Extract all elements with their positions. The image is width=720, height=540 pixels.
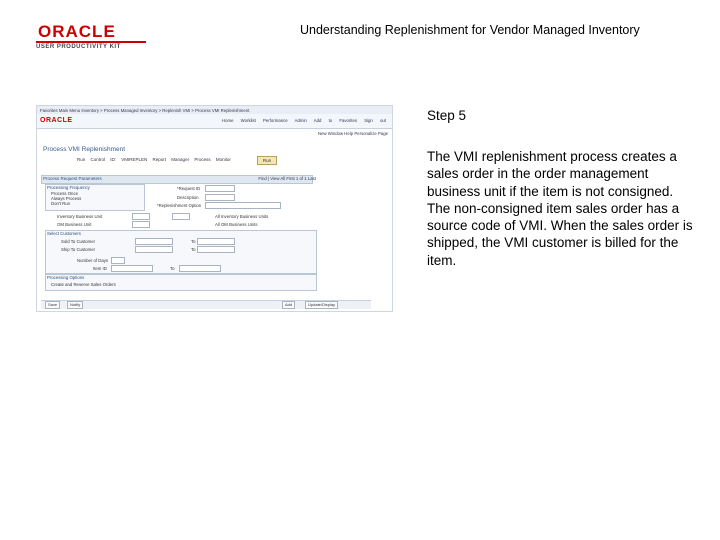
thumb-nav-links[interactable]: Home Worklist Performance Admin Add to Favorites Sign out bbox=[222, 118, 386, 123]
thumb-page-links[interactable]: New Window Help Personalize Page bbox=[318, 131, 388, 136]
thumb-description-label: Description bbox=[177, 195, 199, 200]
thumb-inventory-bu-label: Inventory Business Unit bbox=[57, 214, 103, 219]
step-label: Step 5 bbox=[427, 108, 467, 123]
thumb-item-id-to[interactable] bbox=[179, 265, 221, 272]
thumb-replenishment-option-select[interactable] bbox=[205, 202, 281, 209]
peoplesoft-screenshot bbox=[36, 105, 393, 312]
thumb-process-monitor-link[interactable]: Process Monitor bbox=[194, 157, 231, 162]
thumb-processing-options-label: Processing Options bbox=[47, 275, 85, 280]
thumb-to-label: To bbox=[191, 247, 196, 252]
thumb-item-id-label: Item ID bbox=[93, 266, 107, 271]
step-description: The VMI replenishment process creates a sales order in the order management business unit if the item is not consigned. The non-consigned item sales order has a source code of VMI. When the sales order is shipped, the VMI customer is billed for the item. bbox=[427, 149, 693, 268]
thumb-inventory-bu-to[interactable] bbox=[172, 213, 190, 220]
thumb-to-label: To bbox=[191, 239, 196, 244]
thumb-request-id-label: *Request ID bbox=[177, 186, 201, 191]
thumb-number-of-days-input[interactable] bbox=[111, 257, 125, 264]
thumb-run-control-label: Run Control ID: VMIREPLEN bbox=[77, 157, 148, 162]
thumb-sold-to-from[interactable] bbox=[135, 238, 173, 245]
oracle-logo: ORACLE bbox=[38, 22, 116, 41]
document-title: Understanding Replenishment for Vendor Managed Inventory bbox=[300, 23, 640, 37]
thumb-update-display-button[interactable]: Update/Display bbox=[305, 301, 338, 309]
thumb-run-control-row bbox=[77, 157, 231, 162]
thumb-sold-to-to[interactable] bbox=[197, 238, 235, 245]
thumb-all-om-bu[interactable]: All OM Business Units bbox=[215, 222, 258, 227]
thumb-breadcrumb[interactable]: Favorites Main Menu Inventory > Process Managed Inventory > Replenish VMI > Process VMI Replenishment bbox=[40, 108, 250, 113]
thumb-select-customers-label: Select Customers bbox=[47, 231, 81, 236]
thumb-freq-option[interactable]: Always Process bbox=[51, 196, 82, 201]
thumb-om-bu-label: OM Business Unit bbox=[57, 222, 92, 227]
thumb-description-input[interactable] bbox=[205, 194, 235, 201]
thumb-notify-button[interactable]: Notify bbox=[67, 301, 83, 309]
upk-logo-subtitle: USER PRODUCTIVITY KIT bbox=[36, 44, 121, 50]
thumb-all-inventory-bu[interactable]: All Inventory Business Units bbox=[215, 214, 269, 219]
thumb-ship-to-from[interactable] bbox=[135, 246, 173, 253]
thumb-sold-to-label: Sold To Customer bbox=[61, 239, 96, 244]
thumb-replenishment-option-label: *Replenishment Option bbox=[157, 203, 202, 208]
thumb-ship-to-label: Ship To Customer bbox=[61, 247, 96, 252]
thumb-run-button[interactable]: Run bbox=[257, 156, 277, 165]
thumb-request-id-input[interactable] bbox=[205, 185, 235, 192]
thumb-number-of-days-label: Number of Days bbox=[77, 258, 109, 263]
thumb-create-sales-checkbox[interactable]: Create and Reserve Sales Orders bbox=[51, 282, 116, 287]
thumb-om-bu-input[interactable] bbox=[132, 221, 150, 228]
thumb-add-button[interactable]: Add bbox=[282, 301, 295, 309]
thumb-section-pagination[interactable]: Find | View All First 1 of 1 Last bbox=[258, 176, 316, 181]
thumb-page-title: Process VMI Replenishment bbox=[43, 146, 126, 153]
thumb-frequency-label: Processing Frequency bbox=[47, 185, 90, 190]
thumb-save-button[interactable]: Save bbox=[45, 301, 60, 309]
thumb-ship-to-to[interactable] bbox=[197, 246, 235, 253]
thumb-to-label: To bbox=[170, 266, 175, 271]
thumb-freq-option[interactable]: Don't Run bbox=[51, 201, 70, 206]
thumb-section-title: Process Request Parameters bbox=[43, 176, 102, 181]
logo-rule bbox=[36, 41, 146, 43]
thumb-freq-option[interactable]: Process Once bbox=[51, 191, 78, 196]
thumb-inventory-bu-from[interactable] bbox=[132, 213, 150, 220]
thumb-report-manager-link[interactable]: Report Manager bbox=[152, 157, 190, 162]
thumb-item-id-from[interactable] bbox=[111, 265, 153, 272]
thumb-oracle-logo: ORACLE bbox=[40, 117, 73, 124]
